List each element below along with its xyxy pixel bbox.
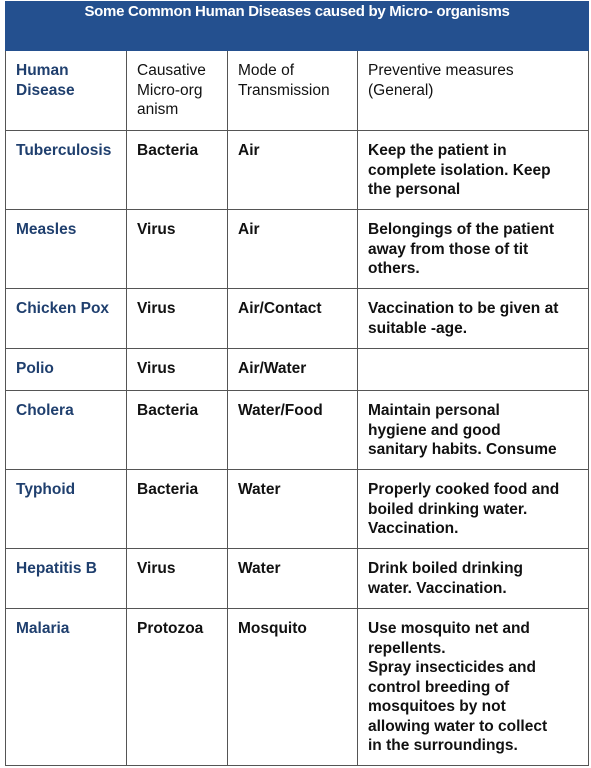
header-mode-of-transmission: Mode of Transmission [228, 51, 358, 131]
causative-cell: Bacteria [127, 470, 228, 549]
disease-name-cell: Hepatitis B [6, 549, 127, 609]
causative-cell: Virus [127, 349, 228, 391]
causative-cell: Virus [127, 289, 228, 349]
transmission-cell: Air [228, 210, 358, 289]
table-row [6, 349, 589, 391]
disease-name-cell: Tuberculosis [6, 131, 127, 210]
table-row [6, 131, 589, 210]
transmission-cell: Water [228, 549, 358, 609]
disease-name-cell: Typhoid [6, 470, 127, 549]
causative-cell: Bacteria [127, 131, 228, 210]
prevention-cell: Maintain personal hygiene and good sanitary habits. Consume [358, 391, 589, 470]
table-row [6, 210, 589, 289]
table-row [6, 391, 589, 470]
table-row [6, 289, 589, 349]
table-row [6, 470, 589, 549]
table-row [6, 549, 589, 609]
table-title: Some Common Human Diseases caused by Micro- organisms [6, 2, 589, 51]
transmission-cell: Air [228, 131, 358, 210]
header-preventive-measures: Preventive measures (General) [358, 51, 589, 131]
transmission-cell: Mosquito [228, 609, 358, 766]
prevention-cell: Belongings of the patient away from those of tit others. [358, 210, 589, 289]
table-row [6, 609, 589, 766]
transmission-cell: Water [228, 470, 358, 549]
title-row [6, 2, 589, 51]
header-causative-microorganism: Causative Micro-org anism [127, 51, 228, 131]
prevention-cell: Properly cooked food and boiled drinking water. Vaccination. [358, 470, 589, 549]
transmission-cell: Water/Food [228, 391, 358, 470]
disease-table-container [5, 1, 588, 766]
header-row [6, 51, 589, 131]
prevention-cell: Use mosquito net and repellents. Spray insecticides and control breeding of mosquitoes by not allowing water to collect in the surroundings. [358, 609, 589, 766]
causative-cell: Virus [127, 549, 228, 609]
causative-cell: Bacteria [127, 391, 228, 470]
transmission-cell: Air/Contact [228, 289, 358, 349]
header-human-disease: Human Disease [6, 51, 127, 131]
prevention-cell: Vaccination to be given at suitable -age. [358, 289, 589, 349]
disease-name-cell: Chicken Pox [6, 289, 127, 349]
causative-cell: Protozoa [127, 609, 228, 766]
disease-name-cell: Malaria [6, 609, 127, 766]
prevention-cell [358, 349, 589, 391]
prevention-cell: Drink boiled drinking water. Vaccination. [358, 549, 589, 609]
causative-cell: Virus [127, 210, 228, 289]
disease-table [5, 1, 589, 766]
prevention-cell: Keep the patient in complete isolation. Keep the personal [358, 131, 589, 210]
disease-name-cell: Measles [6, 210, 127, 289]
disease-name-cell: Polio [6, 349, 127, 391]
disease-name-cell: Cholera [6, 391, 127, 470]
transmission-cell: Air/Water [228, 349, 358, 391]
